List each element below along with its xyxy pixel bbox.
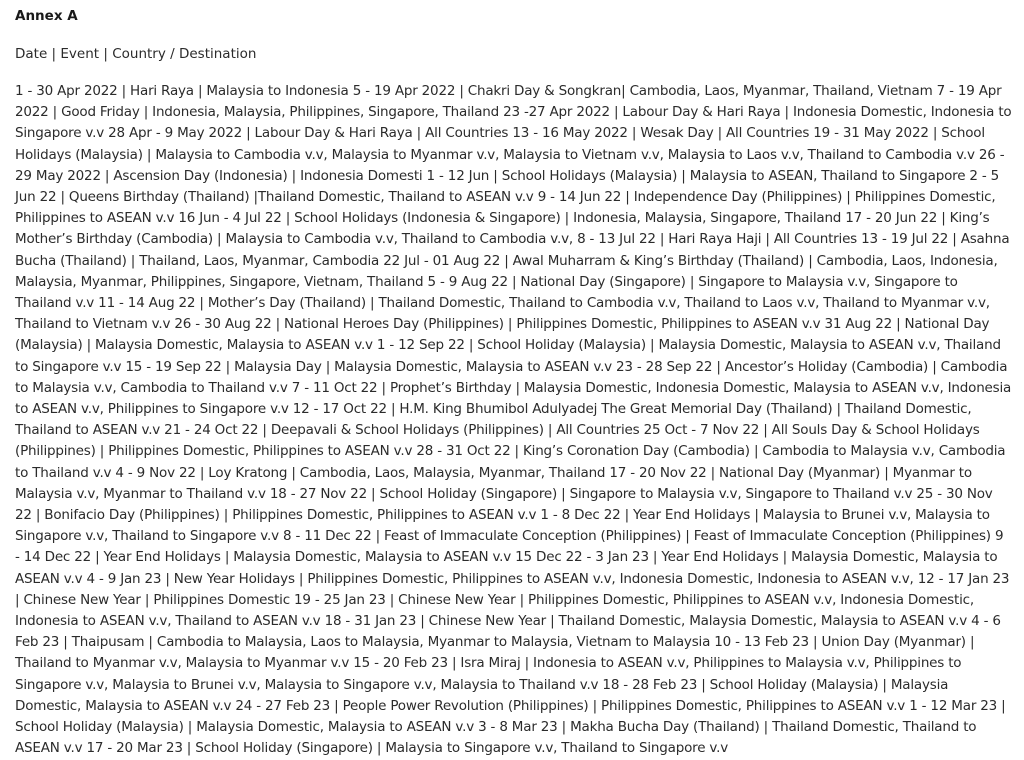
holiday-schedule-text: 1 - 30 Apr 2022 | Hari Raya | Malaysia to Indonesia 5 - 19 Apr 2022 | Chakri Day & Songkran| Cambodia, Laos, Myanmar, Thailand, Vietnam 7 - 19 Apr 2022 | Good Friday | Indonesia, Malaysia, Philippines, Singapore, Thailand 23 -27 Apr 2022 | Labour Day & Hari Raya | Indonesia Domestic, Indonesia to Singapore v.v 28 Apr - 9 May 2022 | Labour Day & Hari Raya | All Countries 13 - 16 May 2022 | Wesak Day | All Countries 19 - 31 May 2022 | School Holidays (Malaysia) | Malaysia to Cambodia v.v, Malaysia to Myanmar v.v, Malaysia to Vietnam v.v, Malaysia to Laos v.v, Thailand to Cambodia v.v 26 - 29 May 2022 | Ascension Day (Indonesia) | Indonesia Domesti 1 - 12 Jun | School Holidays (Malaysia) | Malaysia to ASEAN, Thailand to Singapore 2 - 5 Jun 22 | Queens Birthday (Thailand) |Thailand Domestic, Thailand to ASEAN v.v 9 - 14 Jun 22 | Independence Day (Philippines) | Philippines Domestic, Philippines to ASEAN v.v 16 Jun - 4 Jul 22 | School Holidays (Indonesia & Singapore) | Indonesia, Malaysia, Singapore, Thailand 17 - 20 Jun 22 | King’s Mother’s Birthday (Cambodia) | Malaysia to Cambodia v.v, Thailand to Cambodia v.v, 8 - 13 Jul 22 | Hari Raya Haji | All Countries 13 - 19 Jul 22 | Asahna Bucha (Thailand) | Thailand, Laos, Myanmar, Cambodia 22 Jul - 01 Aug 22 | Awal Muharram & King’s Birthday (Thailand) | Cambodia, Laos, Indonesia, Malaysia, Myanmar, Philippines, Singapore, Vietnam, Thailand 5 - 9 Aug 22 | National Day (Singapore) | Singapore to Malaysia v.v, Singapore to Thailand v.v 11 - 14 Aug 22 | Mother’s Day (Thailand) | Thailand Domestic, Thailand to Cambodia v.v, Thailand to Laos v.v, Thailand to Myanmar v.v, Thailand to Vietnam v.v 26 - 30 Aug 22 | National Heroes Day (Philippines) | Philippines Domestic, Philippines to ASEAN v.v 31 Aug 22 | National Day (Malaysia) | Malaysia Domestic, Malaysia to ASEAN v.v 1 - 12 Sep 22 | School Holiday (Malaysia) | Malaysia Domestic, Malaysia to ASEAN v.v, Thailand to Singapore v.v 15 - 19 Sep 22 | Malaysia Day | Malaysia Domestic, Malaysia to ASEAN v.v 23 - 28 Sep 22 | Ancestor’s Holiday (Cambodia) | Cambodia to Malaysia v.v, Cambodia to Thailand v.v 7 - 11 Oct 22 | Prophet’s Birthday | Malaysia Domestic, Indonesia Domestic, Malaysia to ASEAN v.v, Indonesia to ASEAN v.v, Philippines to Singapore v.v 12 - 17 Oct 22 | H.M. King Bhumibol Adulyadej The Great Memorial Day (Thailand) | Thailand Domestic, Thailand to ASEAN v.v 21 - 24 Oct 22 | Deepavali & School Holidays (Philippines) | All Countries 25 Oct - 7 Nov 22 | All Souls Day & School Holidays (Philippines) | Philippines Domestic, Philippines to ASEAN v.v 28 - 31 Oct 22 | King’s Coronation Day (Cambodia) | Cambodia to Malaysia v.v, Cambodia to Thailand v.v 4 - 9 Nov 22 | Loy Kratong | Cambodia, Laos, Malaysia, Myanmar, Thailand 17 - 20 Nov 22 | National Day (Myanmar) | Myanmar to Malaysia v.v, Myanmar to Thailand v.v 18 - 27 Nov 22 | School Holiday (Singapore) | Singapore to Malaysia v.v, Singapore to Thailand v.v 25 - 30 Nov 22 | Bonifacio Day (Philippines) | Philippines Domestic, Philippines to ASEAN v.v 1 - 8 Dec 22 | Year End Holidays | Malaysia to Brunei v.v, Malaysia to Singapore v.v, Thailand to Singapore v.v 8 - 11 Dec 22 | Feast of Immaculate Conception (Philippines) | Feast of Immaculate Conception (Philippines) 9 - 14 Dec 22 | Year End Holidays | Malaysia Domestic, Malaysia to ASEAN v.v 15 Dec 22 - 3 Jan 23 | Year End Holidays | Malaysia Domestic, Malaysia to ASEAN v.v 4 - 9 Jan 23 | New Year Holidays | Philippines Domestic, Philippines to ASEAN v.v, Indonesia Domestic, Indonesia to ASEAN v.v, 12 - 17 Jan 23 | Chinese New Year | Philippines Domestic 19 - 25 Jan 23 | Chinese New Year | Philippines Domestic, Philippines to ASEAN v.v, Indonesia Domestic, Indonesia to ASEAN v.v, Thailand to ASEAN v.v 18 - 31 Jan 23 | Chinese New Year | Thailand Domestic, Malaysia Domestic, Malaysia to ASEAN v.v 4 - 6 Feb 23 | Thaipusam | Cambodia to Malaysia, Laos to Malaysia, Myanmar to Malaysia, Vietnam to Malaysia 10 - 13 Feb 23 | Union Day (Myanmar) | Thailand to Myanmar v.v, Malaysia to Myanmar v.v 15 - 20 Feb 23 | Isra Miraj | Indonesia to ASEAN v.v, Philippines to Malaysia v.v, Philippines to Singapore v.v, Malaysia to Brunei v.v, Malaysia to Singapore v.v, Malaysia to Thailand v.v 18 - 28 Feb 23 | School Holiday (Malaysia) | Malaysia Domestic, Malaysia to ASEAN v.v 24 - 27 Feb 23 | People Power Revolution (Philippines) | Philippines Domestic, Philippines to ASEAN v.v 1 - 12 Mar 23 | School Holiday (Malaysia) | Malaysia Domestic, Malaysia to ASEAN v.v 3 - 8 Mar 23 | Makha Bucha Day (Thailand) | Thailand Domestic, Thailand to ASEAN v.v 17 - 20 Mar 23 | School Holiday (Singapore) | Malaysia to Singapore v.v, Thailand to Singapore v.v bbox=[15, 83, 1012, 757]
column-header: Date | Event | Country / Destination bbox=[15, 46, 257, 62]
annex-title: Annex A bbox=[15, 8, 78, 24]
